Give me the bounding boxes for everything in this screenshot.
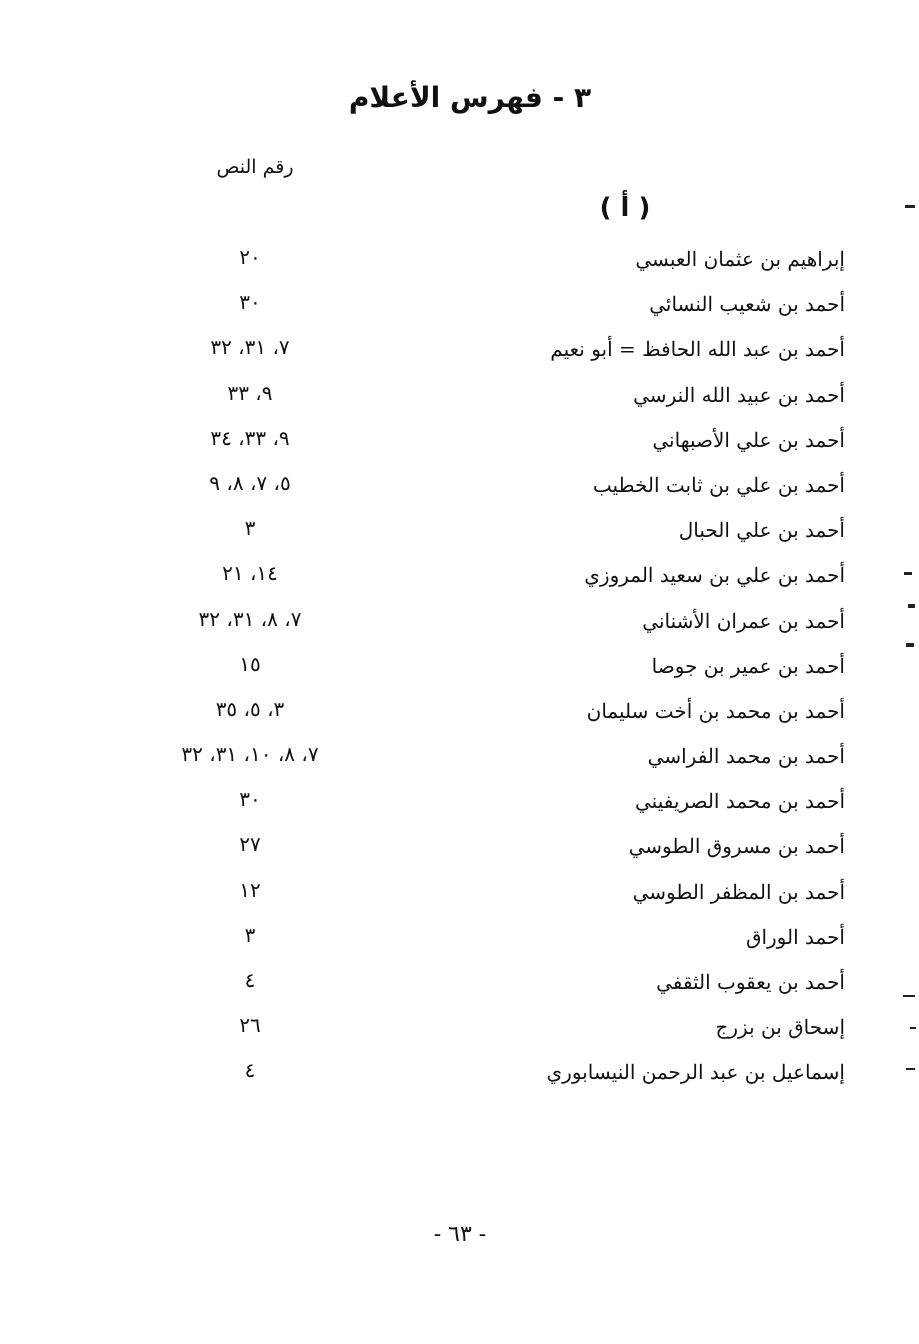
entry-text-numbers: ٢٦ xyxy=(239,1013,261,1038)
entry-text-numbers: ٤ xyxy=(244,968,256,992)
entry-name: أحمد بن يعقوب الثقفي xyxy=(656,970,845,994)
scan-mark xyxy=(906,643,914,647)
index-entry xyxy=(140,1006,845,1051)
scan-mark xyxy=(905,205,915,208)
entry-text-numbers: ٤ xyxy=(244,1058,256,1083)
index-entry xyxy=(140,419,845,464)
entry-name: أحمد بن محمد بن أخت سليمان xyxy=(586,698,845,723)
index-entry xyxy=(140,645,845,690)
entry-text-numbers: ٧، ٨، ٣١، ٣٢ xyxy=(198,606,302,631)
entry-text-numbers: ٣٠ xyxy=(239,290,261,315)
entry-text-numbers: ٣٠ xyxy=(239,787,261,812)
page-title: ٣ - فهرس الأعلام xyxy=(348,81,592,114)
entry-text-numbers: ٣، ٥، ٣٥ xyxy=(215,696,285,721)
index-entry xyxy=(140,464,845,509)
scan-mark xyxy=(904,572,912,575)
scan-mark xyxy=(910,1027,916,1029)
entry-name: أحمد بن علي بن سعيد المروزي xyxy=(584,563,845,588)
entry-name: إسحاق بن بزرج xyxy=(715,1015,845,1040)
index-entry xyxy=(140,961,845,1006)
entry-name: إسماعيل بن عبد الرحمن النيسابوري xyxy=(546,1060,845,1085)
entry-text-numbers: ٣ xyxy=(244,922,256,947)
entry-text-numbers: ٢٧ xyxy=(239,832,261,857)
entry-text-numbers: ٣ xyxy=(244,516,256,541)
entry-name: أحمد بن علي الحبال xyxy=(678,518,845,543)
entry-name: إبراهيم بن عثمان العبسي xyxy=(635,247,845,271)
entry-name: أحمد الوراق xyxy=(745,924,845,949)
entry-text-numbers: ٧، ٨، ١٠، ٣١، ٣٢ xyxy=(181,742,319,767)
text-number-column-header: رقم النص xyxy=(216,156,294,178)
index-entries xyxy=(140,238,845,1097)
index-entry xyxy=(140,238,845,283)
entry-name: أحمد بن عبيد الله النرسي xyxy=(633,382,845,407)
entry-text-numbers: ١٢ xyxy=(239,877,261,902)
entry-text-numbers: ٧، ٣١، ٣٢ xyxy=(210,335,290,360)
index-entry xyxy=(140,554,845,599)
entry-name: أحمد بن مسروق الطوسي xyxy=(628,834,845,859)
entry-name: أحمد بن محمد الفراسي xyxy=(647,744,845,769)
entry-name: أحمد بن علي الأصبهاني xyxy=(652,427,845,452)
entry-name: أحمد بن عبد الله الحافظ = أبو نعيم xyxy=(550,337,845,362)
entry-text-numbers: ١٥ xyxy=(239,651,261,676)
section-letter-heading: ( أ ) xyxy=(599,193,651,223)
index-entry xyxy=(140,871,845,916)
entry-text-numbers: ٩، ٣٣ xyxy=(227,380,273,405)
entry-text-numbers: ٢٠ xyxy=(239,245,261,269)
scan-mark xyxy=(908,604,915,608)
index-entry xyxy=(140,780,845,825)
index-entry xyxy=(140,509,845,554)
entry-name: أحمد بن عمران الأشناني xyxy=(642,608,845,633)
page-number: - ٦٣ - xyxy=(433,1222,487,1247)
entry-text-numbers: ٩، ٣٣، ٣٤ xyxy=(210,425,290,450)
entry-name: أحمد بن علي بن ثابت الخطيب xyxy=(592,472,845,497)
index-entry xyxy=(140,916,845,961)
entry-name: أحمد بن شعيب النسائي xyxy=(649,292,845,317)
scan-mark xyxy=(906,1068,915,1070)
scan-mark xyxy=(903,995,915,997)
index-entry xyxy=(140,328,845,373)
index-entry xyxy=(140,1051,845,1096)
index-entry xyxy=(140,283,845,328)
entry-text-numbers: ٥، ٧، ٨، ٩ xyxy=(209,470,291,495)
index-entry xyxy=(140,600,845,645)
entry-name: أحمد بن عمير بن جوصا xyxy=(651,653,845,678)
entry-text-numbers: ١٤، ٢١ xyxy=(222,561,278,586)
index-entry xyxy=(140,735,845,780)
entry-name: أحمد بن المظفر الطوسي xyxy=(632,879,845,904)
index-entry xyxy=(140,825,845,870)
index-entry xyxy=(140,690,845,735)
index-entry xyxy=(140,374,845,419)
entry-name: أحمد بن محمد الصريفيني xyxy=(635,789,845,814)
